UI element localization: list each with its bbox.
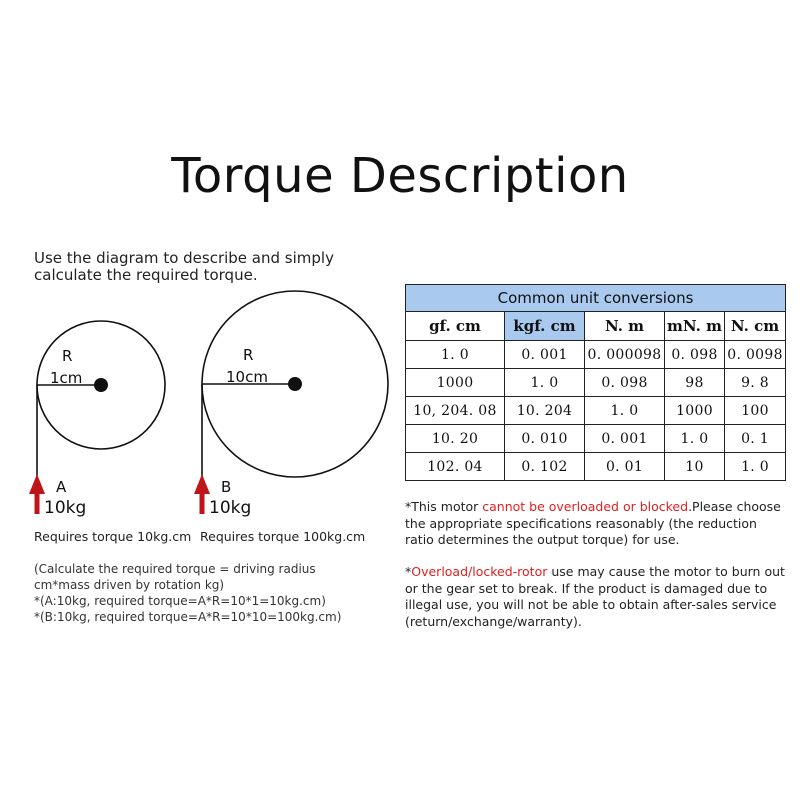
table-row bbox=[406, 397, 786, 425]
calculation-line: *(A:10kg, required torque=A*R=10*1=10kg.cm) bbox=[34, 594, 326, 608]
table-cell: 0. 098 bbox=[585, 369, 665, 397]
table-cell: 10. 20 bbox=[406, 425, 505, 453]
column-header: mN. m bbox=[665, 312, 725, 341]
table-cell: 102. 04 bbox=[406, 453, 505, 481]
table-cell: 1000 bbox=[665, 397, 725, 425]
column-header: N. cm bbox=[725, 312, 786, 341]
table-cell: 1. 0 bbox=[665, 425, 725, 453]
note-text: *This motor bbox=[405, 499, 483, 514]
note-text: .Please choose the appropriate specifications reasonably (the reduction ratio determines the output torque) for use. bbox=[405, 499, 781, 547]
unit-conversion-table bbox=[405, 284, 786, 481]
table-cell: 0. 000098 bbox=[585, 341, 665, 369]
requirement-a: Requires torque 10kg.cm bbox=[34, 529, 192, 544]
pulley-b-hub bbox=[288, 377, 302, 391]
load-a-mass: 10kg bbox=[44, 498, 87, 518]
arrow-b-shaft bbox=[200, 492, 205, 514]
table-cell: 0. 0098 bbox=[725, 341, 786, 369]
pulley-b-radius-label: 10cm bbox=[226, 368, 268, 386]
page-title: Torque Description bbox=[171, 148, 629, 204]
table-row bbox=[406, 453, 786, 481]
table-caption: Common unit conversions bbox=[406, 285, 786, 312]
table-cell: 1. 0 bbox=[406, 341, 505, 369]
table-cell: 0. 010 bbox=[505, 425, 585, 453]
table-cell: 0. 01 bbox=[585, 453, 665, 481]
torque-diagram bbox=[0, 290, 400, 520]
table-cell: 10. 204 bbox=[505, 397, 585, 425]
arrow-a-shaft bbox=[35, 492, 40, 514]
table-cell: 1. 0 bbox=[585, 397, 665, 425]
column-header: gf. cm bbox=[406, 312, 505, 341]
calculation-line: *(B:10kg, required torque=A*R=10*10=100kg.cm) bbox=[34, 610, 342, 624]
arrow-a-icon bbox=[29, 474, 45, 494]
table-cell: 0. 001 bbox=[585, 425, 665, 453]
table-cell: 1000 bbox=[406, 369, 505, 397]
table-row bbox=[406, 369, 786, 397]
calculation-line: cm*mass driven by rotation kg) bbox=[34, 578, 225, 592]
pulley-b-r-label: R bbox=[243, 346, 254, 364]
requirement-b: Requires torque 100kg.cm bbox=[200, 529, 366, 544]
table-cell: 0. 102 bbox=[505, 453, 585, 481]
pulley-a-hub bbox=[94, 378, 108, 392]
table-cell: 1. 0 bbox=[725, 453, 786, 481]
table-cell: 10, 204. 08 bbox=[406, 397, 505, 425]
intro-text: Use the diagram to describe and simply calculate the required torque. bbox=[34, 249, 334, 284]
load-b-label: B bbox=[221, 478, 232, 496]
note-text: use may cause the motor to burn out or the gear set to break. If the product is damaged due to illegal use, you will not be able to obtain after-sales service (return/exchange/warranty). bbox=[405, 564, 785, 629]
table-cell: 100 bbox=[725, 397, 786, 425]
calculation-line: (Calculate the required torque = driving radius bbox=[34, 562, 316, 576]
pulley-a-r-label: R bbox=[62, 347, 73, 365]
warning-text: Overload/locked-rotor bbox=[411, 564, 548, 579]
column-header: kgf. cm bbox=[505, 312, 585, 341]
calculation-text bbox=[34, 561, 374, 625]
overload-note bbox=[405, 499, 785, 549]
table-cell: 10 bbox=[665, 453, 725, 481]
load-a-label: A bbox=[56, 478, 67, 496]
table-row bbox=[406, 425, 786, 453]
warranty-warning bbox=[405, 564, 785, 630]
table-row bbox=[406, 341, 786, 369]
table-cell: 9. 8 bbox=[725, 369, 786, 397]
table-cell: 0. 098 bbox=[665, 341, 725, 369]
table-cell: 1. 0 bbox=[505, 369, 585, 397]
table-cell: 0. 1 bbox=[725, 425, 786, 453]
warning-text: cannot be overloaded or blocked bbox=[482, 499, 689, 514]
note-text: * bbox=[405, 564, 412, 579]
column-header: N. m bbox=[585, 312, 665, 341]
table-header-row bbox=[406, 312, 786, 341]
table-cell: 98 bbox=[665, 369, 725, 397]
pulley-a-radius-label: 1cm bbox=[50, 369, 83, 387]
arrow-b-icon bbox=[194, 474, 210, 494]
table-cell: 0. 001 bbox=[505, 341, 585, 369]
load-b-mass: 10kg bbox=[209, 498, 252, 518]
